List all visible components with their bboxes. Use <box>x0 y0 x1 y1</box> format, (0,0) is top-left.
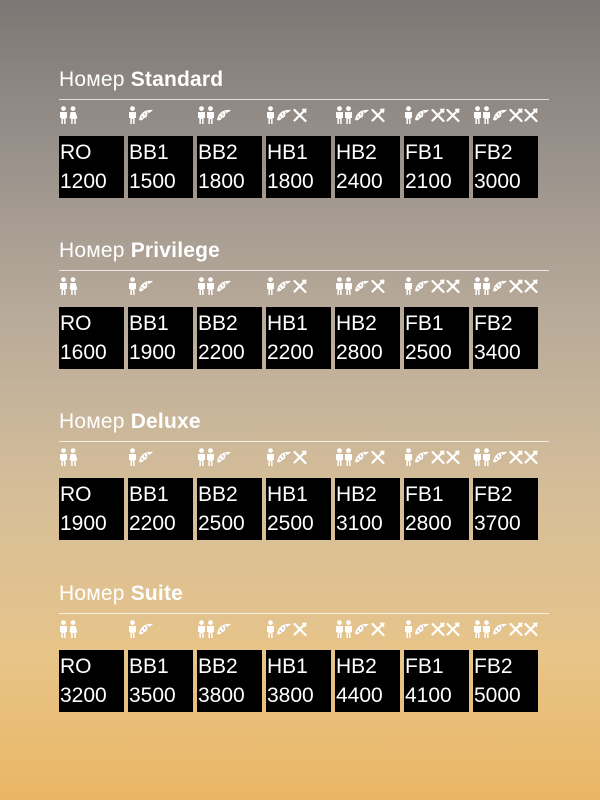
person-icon <box>128 448 137 466</box>
plan-price: 3000 <box>474 170 521 193</box>
plan-tiles <box>59 650 549 712</box>
person-icon <box>266 620 275 638</box>
plan-icons <box>59 446 124 468</box>
person-icon <box>404 448 413 466</box>
plan-tile <box>335 478 400 540</box>
two-persons-icon <box>335 106 353 124</box>
croissant-icon <box>276 279 292 293</box>
two-persons-icon <box>335 620 353 638</box>
plan-price: 3800 <box>198 684 245 707</box>
plan-price: 5000 <box>474 684 521 707</box>
room-title <box>59 68 549 92</box>
plan-icons <box>266 104 331 126</box>
croissant-icon <box>216 450 232 464</box>
person-icon <box>404 277 413 295</box>
plan-price: 1900 <box>60 512 107 535</box>
plan-tile <box>473 650 538 712</box>
plan-tile <box>335 136 400 198</box>
croissant-icon <box>414 622 430 636</box>
plan-price: 2800 <box>336 341 383 364</box>
plan-code: BB1 <box>129 655 169 678</box>
plan-price: 2100 <box>405 170 452 193</box>
divider <box>59 270 549 271</box>
plan-tile <box>197 478 262 540</box>
plan-code: FB2 <box>474 655 513 678</box>
croissant-icon <box>492 279 508 293</box>
plan-icons <box>197 275 262 297</box>
two-persons-icon <box>473 106 491 124</box>
cutlery-icon <box>371 279 385 293</box>
room-section-privilege <box>59 239 549 369</box>
two-persons-icon <box>473 448 491 466</box>
room-section-standard <box>59 68 549 198</box>
croissant-icon <box>276 108 292 122</box>
plan-icons-row <box>59 618 549 640</box>
person-icon <box>266 277 275 295</box>
plan-tile <box>59 307 124 369</box>
plan-icons <box>266 618 331 640</box>
room-title <box>59 582 549 606</box>
cutlery-icon <box>446 108 460 122</box>
cutlery-icon <box>524 622 538 636</box>
person-icon <box>404 106 413 124</box>
plan-tile <box>266 478 331 540</box>
plan-code: BB1 <box>129 312 169 335</box>
croissant-icon <box>276 622 292 636</box>
room-section-suite <box>59 582 549 712</box>
couple-icon <box>59 277 78 295</box>
plan-price: 2400 <box>336 170 383 193</box>
croissant-icon <box>414 108 430 122</box>
plan-icons <box>404 618 469 640</box>
plan-tile <box>473 478 538 540</box>
cutlery-icon <box>431 108 445 122</box>
plan-price: 1800 <box>198 170 245 193</box>
person-icon <box>266 448 275 466</box>
plan-tile <box>266 307 331 369</box>
plan-icons <box>197 618 262 640</box>
croissant-icon <box>354 622 370 636</box>
plan-price: 3800 <box>267 684 314 707</box>
divider <box>59 99 549 100</box>
cutlery-icon <box>524 450 538 464</box>
croissant-icon <box>492 108 508 122</box>
person-icon <box>128 106 137 124</box>
plan-icons <box>404 104 469 126</box>
person-icon <box>128 620 137 638</box>
cutlery-icon <box>524 108 538 122</box>
plan-code: HB1 <box>267 141 308 164</box>
room-name: Privilege <box>130 239 221 262</box>
plan-icons <box>404 275 469 297</box>
plan-tile <box>197 136 262 198</box>
plan-price: 3100 <box>336 512 383 535</box>
plan-code: RO <box>60 312 92 335</box>
plan-icons <box>335 104 400 126</box>
plan-code: FB2 <box>474 312 513 335</box>
plan-code: BB2 <box>198 312 238 335</box>
croissant-icon <box>276 450 292 464</box>
two-persons-icon <box>197 106 215 124</box>
plan-price: 2500 <box>405 341 452 364</box>
plan-tiles <box>59 478 549 540</box>
room-name: Deluxe <box>130 410 201 433</box>
croissant-icon <box>138 622 154 636</box>
two-persons-icon <box>197 448 215 466</box>
cutlery-icon <box>371 622 385 636</box>
plan-tile <box>59 136 124 198</box>
plan-tile <box>404 307 469 369</box>
plan-code: BB1 <box>129 483 169 506</box>
two-persons-icon <box>473 620 491 638</box>
cutlery-icon <box>446 622 460 636</box>
plan-code: BB2 <box>198 141 238 164</box>
plan-price: 2800 <box>405 512 452 535</box>
room-title-prefix: Номер <box>59 239 125 262</box>
couple-icon <box>59 620 78 638</box>
croissant-icon <box>138 450 154 464</box>
plan-code: BB2 <box>198 483 238 506</box>
cutlery-icon <box>293 108 307 122</box>
plan-icons <box>473 275 538 297</box>
room-title <box>59 239 549 263</box>
plan-code: BB1 <box>129 141 169 164</box>
plan-code: RO <box>60 483 92 506</box>
cutlery-icon <box>446 279 460 293</box>
plan-price: 1800 <box>267 170 314 193</box>
plan-tile <box>473 136 538 198</box>
plan-icons <box>335 275 400 297</box>
cutlery-icon <box>293 279 307 293</box>
room-name: Standard <box>130 68 224 91</box>
room-title-prefix: Номер <box>59 68 125 91</box>
couple-icon <box>59 106 78 124</box>
plan-icons <box>266 446 331 468</box>
person-icon <box>128 277 137 295</box>
plan-code: FB2 <box>474 483 513 506</box>
plan-icons-row <box>59 275 549 297</box>
room-title-prefix: Номер <box>59 410 125 433</box>
plan-code: FB1 <box>405 483 444 506</box>
plan-tile <box>128 650 193 712</box>
room-title-prefix: Номер <box>59 582 125 605</box>
croissant-icon <box>492 622 508 636</box>
plan-tile <box>473 307 538 369</box>
plan-tile <box>404 650 469 712</box>
plan-icons <box>59 104 124 126</box>
cutlery-icon <box>446 450 460 464</box>
plan-price: 1500 <box>129 170 176 193</box>
plan-code: FB1 <box>405 655 444 678</box>
plan-price: 2200 <box>129 512 176 535</box>
plan-icons <box>404 446 469 468</box>
plan-icons <box>59 618 124 640</box>
plan-price: 2500 <box>267 512 314 535</box>
room-name: Suite <box>130 582 184 605</box>
plan-code: FB2 <box>474 141 513 164</box>
plan-icons <box>128 618 193 640</box>
plan-tile <box>404 136 469 198</box>
plan-code: HB1 <box>267 312 308 335</box>
plan-tile <box>266 136 331 198</box>
plan-icons <box>59 275 124 297</box>
plan-tile <box>59 650 124 712</box>
plan-price: 1600 <box>60 341 107 364</box>
person-icon <box>404 620 413 638</box>
cutlery-icon <box>509 622 523 636</box>
plan-price: 1900 <box>129 341 176 364</box>
plan-icons <box>197 446 262 468</box>
croissant-icon <box>354 108 370 122</box>
plan-code: HB2 <box>336 312 377 335</box>
plan-code: RO <box>60 655 92 678</box>
cutlery-icon <box>431 622 445 636</box>
cutlery-icon <box>509 279 523 293</box>
plan-tile <box>59 478 124 540</box>
plan-icons <box>128 275 193 297</box>
couple-icon <box>59 448 78 466</box>
two-persons-icon <box>335 448 353 466</box>
plan-tile <box>197 307 262 369</box>
plan-price: 4400 <box>336 684 383 707</box>
cutlery-icon <box>371 450 385 464</box>
plan-price: 3200 <box>60 684 107 707</box>
plan-icons <box>473 446 538 468</box>
two-persons-icon <box>197 277 215 295</box>
plan-tiles <box>59 307 549 369</box>
croissant-icon <box>354 450 370 464</box>
cutlery-icon <box>431 450 445 464</box>
plan-icons <box>128 104 193 126</box>
plan-price: 2200 <box>267 341 314 364</box>
cutlery-icon <box>371 108 385 122</box>
two-persons-icon <box>197 620 215 638</box>
plan-code: HB2 <box>336 141 377 164</box>
cutlery-icon <box>524 279 538 293</box>
plan-price: 2500 <box>198 512 245 535</box>
cutlery-icon <box>293 622 307 636</box>
plan-icons <box>335 446 400 468</box>
plan-tiles <box>59 136 549 198</box>
croissant-icon <box>216 279 232 293</box>
plan-icons <box>266 275 331 297</box>
plan-code: HB1 <box>267 655 308 678</box>
plan-icons-row <box>59 446 549 468</box>
person-icon <box>266 106 275 124</box>
plan-tile <box>128 478 193 540</box>
plan-price: 4100 <box>405 684 452 707</box>
two-persons-icon <box>473 277 491 295</box>
plan-price: 3500 <box>129 684 176 707</box>
plan-price: 3400 <box>474 341 521 364</box>
plan-tile <box>335 650 400 712</box>
croissant-icon <box>414 279 430 293</box>
plan-code: HB2 <box>336 655 377 678</box>
plan-tile <box>404 478 469 540</box>
cutlery-icon <box>293 450 307 464</box>
croissant-icon <box>414 450 430 464</box>
plan-tile <box>128 307 193 369</box>
plan-tile <box>335 307 400 369</box>
plan-code: RO <box>60 141 92 164</box>
croissant-icon <box>216 622 232 636</box>
divider <box>59 613 549 614</box>
croissant-icon <box>354 279 370 293</box>
plan-code: FB1 <box>405 312 444 335</box>
plan-icons <box>473 618 538 640</box>
plan-tile <box>197 650 262 712</box>
plan-tile <box>128 136 193 198</box>
plan-price: 2200 <box>198 341 245 364</box>
plan-icons <box>128 446 193 468</box>
room-title <box>59 410 549 434</box>
room-section-deluxe <box>59 410 549 540</box>
cutlery-icon <box>431 279 445 293</box>
plan-icons-row <box>59 104 549 126</box>
plan-code: HB1 <box>267 483 308 506</box>
croissant-icon <box>138 108 154 122</box>
plan-icons <box>335 618 400 640</box>
plan-icons <box>473 104 538 126</box>
cutlery-icon <box>509 108 523 122</box>
plan-code: FB1 <box>405 141 444 164</box>
croissant-icon <box>138 279 154 293</box>
plan-price: 1200 <box>60 170 107 193</box>
plan-icons <box>197 104 262 126</box>
plan-price: 3700 <box>474 512 521 535</box>
two-persons-icon <box>335 277 353 295</box>
plan-tile <box>266 650 331 712</box>
divider <box>59 441 549 442</box>
cutlery-icon <box>509 450 523 464</box>
croissant-icon <box>492 450 508 464</box>
plan-code: BB2 <box>198 655 238 678</box>
plan-code: HB2 <box>336 483 377 506</box>
croissant-icon <box>216 108 232 122</box>
